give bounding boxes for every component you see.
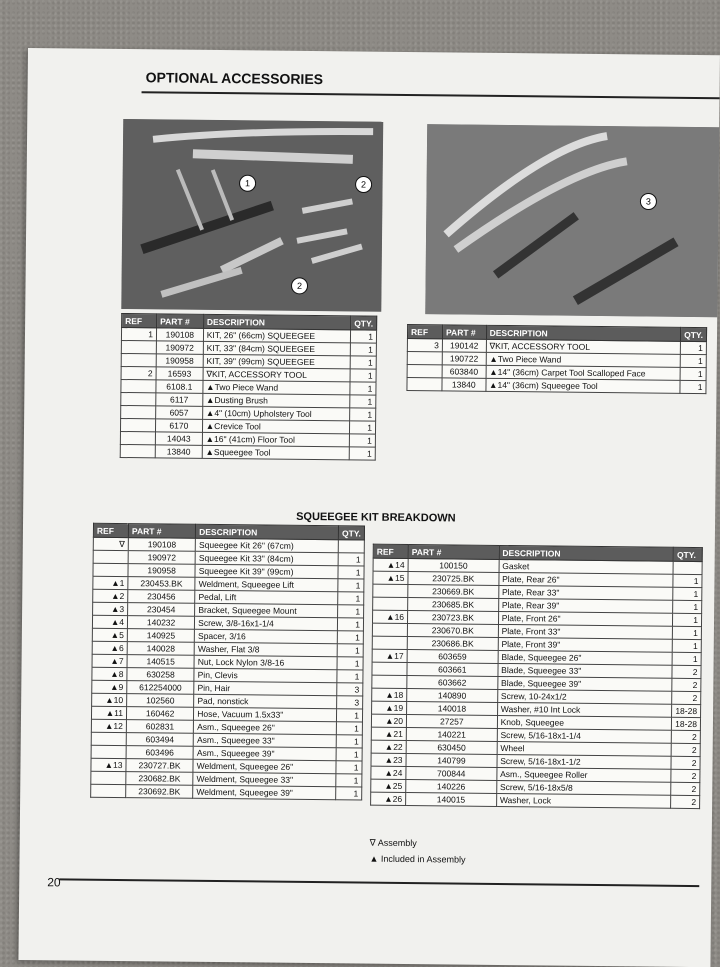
ref-cell: ▲16 [372, 610, 407, 623]
page-number: 20 [47, 875, 61, 890]
callout-2-bottom: 2 [296, 280, 303, 291]
col-description: DESCRIPTION [196, 524, 339, 539]
description-cell: ▲Crevice Tool [202, 419, 349, 434]
description-cell: ▲Squeegee Tool [202, 445, 349, 460]
table-row [120, 444, 375, 460]
part-number-cell: 230685.BK [408, 598, 499, 612]
part-number-cell: 190722 [442, 352, 486, 365]
qty-cell: 1 [673, 600, 702, 613]
qty-cell: 1 [349, 447, 375, 460]
description-cell: ∇KIT, ACCESSORY TOOL [203, 367, 350, 382]
qty-cell: 1 [337, 670, 363, 683]
qty-cell: 2 [671, 782, 700, 795]
ref-cell: ▲18 [372, 688, 407, 701]
qty-cell: 1 [350, 369, 376, 382]
qty-cell: 1 [673, 587, 702, 600]
description-cell: Plate, Rear 39" [498, 598, 673, 613]
description-cell: Blade, Squeegee 39" [498, 676, 673, 691]
col-description: DESCRIPTION [499, 545, 674, 561]
description-cell: Weldment, Squeegee Lift [195, 577, 338, 591]
description-cell: ▲Dusting Brush [203, 393, 350, 408]
part-number-cell: 230456 [128, 590, 195, 604]
description-cell: Wheel [497, 741, 672, 756]
part-number-cell: 230669.BK [408, 585, 499, 599]
qty-cell: 2 [671, 769, 700, 782]
ref-cell: ▲24 [371, 766, 406, 779]
qty-cell: 1 [680, 380, 706, 393]
description-cell: Plate, Rear 33" [498, 585, 673, 600]
part-number-cell: 140226 [406, 779, 497, 793]
col-qty: QTY. [681, 327, 707, 341]
part-number-cell: 140015 [406, 792, 497, 806]
part-number-cell: 230727.BK [126, 759, 193, 773]
description-cell: Weldment, Squeegee 33" [193, 772, 336, 786]
description-cell: Pin, Clevis [194, 668, 337, 682]
part-number-cell: 160462 [126, 707, 193, 721]
footer-divider [59, 878, 699, 887]
qty-cell: 1 [338, 579, 364, 592]
qty-cell: 2 [672, 665, 701, 678]
col-ref: REF [407, 324, 442, 338]
qty-cell: 1 [336, 722, 362, 735]
qty-cell: 1 [338, 605, 364, 618]
ref-cell: ▲20 [371, 714, 406, 727]
ref-cell: ▲7 [92, 654, 127, 667]
part-number-cell: 102560 [127, 694, 194, 708]
kit-breakdown-table-right [370, 544, 703, 809]
part-number-cell: 6170 [155, 419, 202, 432]
description-cell: Nut, Lock Nylon 3/8-16 [194, 655, 337, 669]
description-cell: ▲14" (36cm) Squeegee Tool [486, 378, 681, 393]
callout-3: 3 [645, 196, 651, 207]
description-cell: Bracket, Squeegee Mount [195, 603, 338, 617]
qty-cell: 2 [671, 795, 700, 808]
part-number-cell: 230686.BK [407, 637, 498, 651]
qty-cell: 1 [672, 652, 701, 665]
description-cell: ▲16" (41cm) Floor Tool [202, 432, 349, 447]
qty-cell: 1 [338, 566, 364, 579]
right-accessory-rows [407, 338, 707, 393]
part-number-cell: 140890 [407, 689, 498, 703]
description-cell: ∇KIT, ACCESSORY TOOL [486, 339, 681, 354]
ref-cell: ▲2 [93, 589, 128, 602]
kit-left-rows [91, 537, 365, 800]
part-number-cell: 13840 [442, 378, 486, 391]
ref-cell: ▲13 [91, 758, 126, 771]
ref-cell [121, 379, 156, 392]
qty-cell: 2 [672, 678, 701, 691]
ref-cell: ▲11 [91, 706, 126, 719]
callout-1: 1 [245, 178, 251, 189]
description-cell: Weldment, Squeegee 39" [193, 785, 336, 799]
description-cell: ▲14" (36cm) Carpet Tool Scalloped Face [486, 365, 681, 380]
part-number-cell: 230454 [128, 603, 195, 617]
col-description: DESCRIPTION [486, 325, 681, 341]
description-cell: Washer, #10 Int Lock [497, 702, 672, 717]
ref-cell: ▲10 [92, 693, 127, 706]
description-cell: Plate, Front 39" [498, 637, 673, 652]
description-cell: Washer, Flat 3/8 [194, 642, 337, 656]
qty-cell [673, 561, 702, 574]
description-cell: ▲Two Piece Wand [486, 352, 681, 367]
ref-cell: ▲3 [93, 602, 128, 615]
qty-cell: 2 [672, 691, 701, 704]
description-cell: Spacer, 3/16 [195, 629, 338, 643]
part-number-cell: 603659 [407, 650, 498, 664]
ref-cell [120, 444, 155, 457]
description-cell: KIT, 26" (66cm) SQUEEGEE [203, 328, 350, 343]
ref-cell: ▲17 [372, 649, 407, 662]
ref-cell [407, 377, 442, 390]
ref-cell: ▲9 [92, 680, 127, 693]
qty-cell: 1 [673, 613, 702, 626]
qty-cell: 1 [680, 354, 706, 367]
description-cell: Plate, Rear 26" [499, 572, 674, 587]
description-cell: Screw, 5/16-18x1-1/2 [497, 754, 672, 769]
col-qty: QTY. [673, 547, 702, 561]
qty-cell: 1 [338, 553, 364, 566]
description-cell: Blade, Squeegee 33" [498, 663, 673, 678]
ref-cell: ▲19 [372, 701, 407, 714]
part-number-cell: 603840 [442, 365, 486, 378]
description-cell: ▲Two Piece Wand [203, 380, 350, 395]
qty-cell: 1 [673, 574, 702, 587]
qty-cell: 3 [337, 696, 363, 709]
table-row [371, 792, 700, 808]
description-cell: Squeegee Kit 39" (99cm) [195, 564, 338, 578]
part-number-cell: 190972 [156, 341, 203, 354]
part-number-cell: 630258 [127, 668, 194, 682]
ref-cell: ▲21 [371, 727, 406, 740]
ref-cell: 2 [121, 366, 156, 379]
part-number-cell: 140799 [406, 753, 497, 767]
qty-cell: 2 [671, 743, 700, 756]
qty-cell: 1 [336, 735, 362, 748]
part-number-cell: 190958 [156, 354, 203, 367]
part-number-cell: 190972 [128, 551, 195, 565]
ref-cell [121, 340, 156, 353]
ref-cell: ▲22 [371, 740, 406, 753]
part-number-cell: 230453.BK [128, 577, 195, 591]
qty-cell: 18-28 [672, 704, 701, 717]
description-cell: Knob, Squeegee [497, 715, 672, 730]
qty-cell: 1 [672, 639, 701, 652]
qty-cell: 3 [337, 683, 363, 696]
qty-cell: 1 [350, 421, 376, 434]
table-row [91, 784, 362, 800]
qty-cell: 1 [680, 367, 706, 380]
qty-cell: 1 [350, 382, 376, 395]
col-part: PART # [128, 524, 195, 539]
col-qty: QTY. [338, 526, 364, 540]
ref-cell: ▲15 [373, 571, 408, 584]
qty-cell: 1 [337, 631, 363, 644]
ref-cell [407, 351, 442, 364]
ref-cell: 3 [407, 338, 442, 351]
description-cell: Screw, 3/8-16x1-1/4 [195, 616, 338, 630]
ref-cell: ▲14 [373, 558, 408, 571]
ref-cell [93, 563, 128, 576]
description-cell: Asm., Squeegee 26" [194, 720, 337, 734]
part-number-cell: 230723.BK [407, 611, 498, 625]
page-title: OPTIONAL ACCESSORIES [145, 69, 324, 88]
part-number-cell: 6117 [156, 393, 203, 406]
ref-cell [121, 353, 156, 366]
description-cell: Pad, nonstick [194, 694, 337, 708]
description-cell: Screw, 5/16-18x5/8 [496, 780, 671, 795]
description-cell: Gasket [499, 559, 674, 574]
ref-cell [121, 405, 156, 418]
description-cell: Plate, Front 33" [498, 624, 673, 639]
qty-cell: 1 [351, 330, 377, 343]
right-accessory-table [406, 324, 707, 394]
description-cell: Pin, Hair [194, 681, 337, 695]
ref-cell [372, 623, 407, 636]
qty-cell: 1 [338, 618, 364, 631]
ref-cell: ▲26 [371, 792, 406, 805]
ref-cell [372, 636, 407, 649]
description-cell: Asm., Squeegee 39" [193, 746, 336, 760]
description-cell: Screw, 10-24x1/2 [497, 689, 672, 704]
col-part: PART # [408, 545, 499, 560]
ref-cell: ▲25 [371, 779, 406, 792]
part-number-cell: 14043 [155, 432, 202, 445]
part-number-cell: 612254000 [127, 681, 194, 695]
ref-cell: ▲8 [92, 667, 127, 680]
part-number-cell: 140221 [406, 727, 497, 741]
qty-cell: 1 [350, 356, 376, 369]
qty-cell: 2 [672, 730, 701, 743]
description-cell: Washer, Lock [496, 793, 671, 808]
part-number-cell: 190142 [442, 339, 486, 352]
qty-cell [338, 540, 364, 553]
col-qty: QTY. [351, 316, 377, 330]
part-number-cell: 230670.BK [407, 624, 498, 638]
part-number-cell: 140018 [407, 702, 498, 716]
description-cell: Plate, Front 26" [498, 611, 673, 626]
left-accessory-table [120, 313, 378, 461]
qty-cell: 1 [349, 434, 375, 447]
ref-cell [120, 418, 155, 431]
ref-cell [120, 431, 155, 444]
col-part: PART # [442, 325, 486, 339]
part-number-cell: 630450 [406, 740, 497, 754]
part-number-cell: 27257 [406, 715, 497, 729]
ref-cell [373, 597, 408, 610]
ref-cell: ▲5 [92, 628, 127, 641]
qty-cell: 1 [336, 761, 362, 774]
ref-cell: ▲6 [92, 641, 127, 654]
part-number-cell: 602831 [126, 720, 193, 734]
qty-cell: 1 [336, 787, 362, 800]
description-cell: Asm., Squeegee Roller [497, 767, 672, 782]
title-divider [142, 91, 720, 99]
description-cell: ▲4" (10cm) Upholstery Tool [202, 406, 349, 421]
ref-cell [372, 675, 407, 688]
left-accessory-rows [120, 327, 376, 460]
table-row [407, 377, 706, 393]
qty-cell: 1 [337, 657, 363, 670]
qty-cell: 1 [338, 592, 364, 605]
col-ref: REF [373, 544, 408, 558]
description-cell: Screw, 5/16-18x1-1/4 [497, 728, 672, 743]
qty-cell: 1 [336, 774, 362, 787]
legend-assembly: ∇ Assembly [369, 837, 417, 849]
section-title: SQUEEGEE KIT BREAKDOWN [296, 510, 456, 525]
ref-cell: ▲1 [93, 576, 128, 589]
col-description: DESCRIPTION [203, 314, 350, 330]
ref-cell [93, 550, 128, 563]
part-number-cell: 603496 [126, 746, 193, 760]
description-cell: KIT, 33" (84cm) SQUEEGEE [203, 341, 350, 356]
description-cell: Squeegee Kit 26" (67cm) [195, 538, 338, 552]
ref-cell: ▲23 [371, 753, 406, 766]
kit-right-rows [371, 558, 703, 808]
accessories-photo-left [121, 119, 383, 312]
ref-cell [91, 732, 126, 745]
part-number-cell: 13840 [155, 445, 202, 458]
part-number-cell: 603662 [407, 676, 498, 690]
part-number-cell: 6108.1 [156, 380, 203, 393]
ref-cell: ▲12 [91, 719, 126, 732]
part-number-cell: 230682.BK [126, 772, 193, 786]
part-number-cell: 230692.BK [126, 785, 193, 799]
col-ref: REF [122, 313, 157, 327]
ref-cell [407, 364, 442, 377]
description-cell: Asm., Squeegee 33" [193, 733, 336, 747]
col-part: PART # [157, 314, 204, 328]
manual-page [18, 48, 720, 967]
ref-cell [121, 392, 156, 405]
part-number-cell: 190108 [156, 328, 203, 341]
ref-cell [373, 584, 408, 597]
description-cell: Pedal, Lift [195, 590, 338, 604]
qty-cell: 1 [350, 395, 376, 408]
part-number-cell: 100150 [408, 559, 499, 573]
ref-cell: ▲4 [92, 615, 127, 628]
description-cell: KIT, 39" (99cm) SQUEEGEE [203, 354, 350, 369]
ref-cell: 1 [121, 327, 156, 340]
qty-cell: 1 [673, 626, 702, 639]
callout-2-top: 2 [361, 179, 367, 190]
ref-cell [91, 745, 126, 758]
qty-cell: 1 [337, 709, 363, 722]
legend-included: ▲ Included in Assembly [369, 853, 466, 865]
part-number-cell: 190958 [128, 564, 195, 578]
qty-cell: 2 [671, 756, 700, 769]
ref-cell [91, 771, 126, 784]
qty-cell: 18-28 [672, 717, 701, 730]
qty-cell: 1 [680, 341, 706, 354]
part-number-cell: 603494 [126, 733, 193, 747]
description-cell: Weldment, Squeegee 26" [193, 759, 336, 773]
qty-cell: 1 [336, 748, 362, 761]
description-cell: Blade, Squeegee 26" [498, 650, 673, 665]
description-cell: Squeegee Kit 33" (84cm) [195, 551, 338, 565]
qty-cell: 1 [350, 408, 376, 421]
part-number-cell: 140232 [127, 616, 194, 630]
part-number-cell: 190108 [128, 538, 195, 552]
ref-cell [91, 784, 126, 797]
part-number-cell: 140515 [127, 655, 194, 669]
qty-cell: 1 [350, 343, 376, 356]
accessories-photo-right [425, 124, 719, 317]
part-number-cell: 140028 [127, 642, 194, 656]
part-number-cell: 16593 [156, 367, 203, 380]
part-number-cell: 140925 [127, 629, 194, 643]
kit-breakdown-table-left [90, 523, 365, 801]
part-number-cell: 603661 [407, 663, 498, 677]
description-cell: Hose, Vacuum 1.5x33" [194, 707, 337, 721]
part-number-cell: 6057 [156, 406, 203, 419]
col-ref: REF [93, 523, 128, 537]
part-number-cell: 700844 [406, 766, 497, 780]
ref-cell: ∇ [93, 537, 128, 550]
qty-cell: 1 [337, 644, 363, 657]
ref-cell [372, 662, 407, 675]
part-number-cell: 230725.BK [408, 572, 499, 586]
